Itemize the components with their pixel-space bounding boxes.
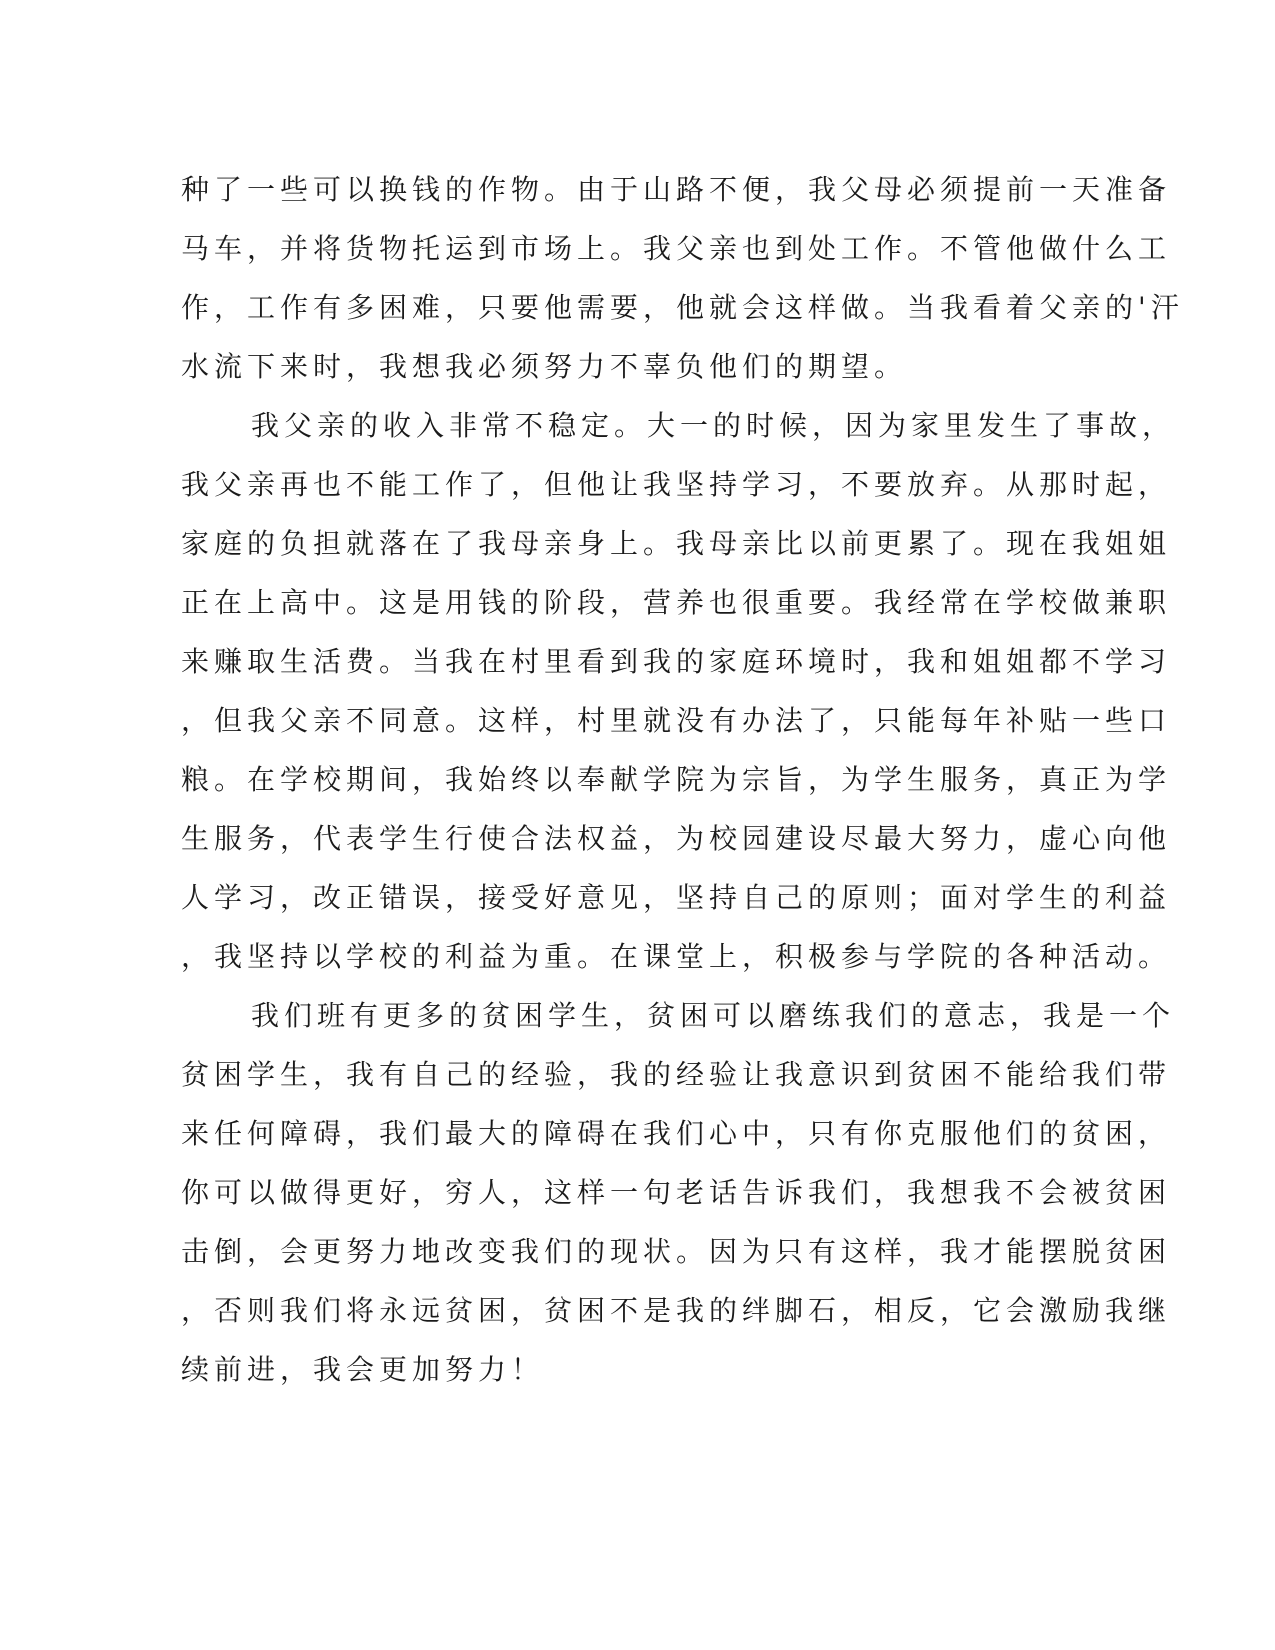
text-line: 人学习，改正错误，接受好意见，坚持自己的原则；面对学生的利益 (181, 881, 1172, 914)
text-line: 正在上高中。这是用钱的阶段，营养也很重要。我经常在学校做兼职 (181, 586, 1172, 619)
text-line: 贫困学生，我有自己的经验，我的经验让我意识到贫困不能给我们带 (181, 1058, 1172, 1091)
text-line: 马车，并将货物托运到市场上。我父亲也到处工作。不管他做什么工 (181, 232, 1172, 265)
text-line: 来任何障碍，我们最大的障碍在我们心中，只有你克服他们的贫困， (181, 1117, 1172, 1150)
text-line: 作，工作有多困难，只要他需要，他就会这样做。当我看着父亲的'汗 (181, 291, 1184, 324)
text-line: 家庭的负担就落在了我母亲身上。我母亲比以前更累了。现在我姐姐 (181, 527, 1172, 560)
text-line: ，我坚持以学校的利益为重。在课堂上，积极参与学院的各种活动。 (181, 940, 1172, 973)
text-line: 击倒，会更努力地改变我们的现状。因为只有这样，我才能摆脱贫困 (181, 1235, 1172, 1268)
text-line: 来赚取生活费。当我在村里看到我的家庭环境时，我和姐姐都不学习 (181, 645, 1172, 678)
paragraph-first-line: 我父亲的收入非常不稳定。大一的时候，因为家里发生了事故， (251, 409, 1176, 442)
paragraph-first-line: 我们班有更多的贫困学生，贫困可以磨练我们的意志，我是一个 (251, 999, 1176, 1032)
text-line: 生服务，代表学生行使合法权益，为校园建设尽最大努力，虚心向他 (181, 822, 1172, 855)
text-line: 你可以做得更好，穷人，这样一句老话告诉我们，我想我不会被贫困 (181, 1176, 1172, 1209)
text-line: ，否则我们将永远贫困，贫困不是我的绊脚石，相反，它会激励我继 (181, 1294, 1172, 1327)
text-line: ，但我父亲不同意。这样，村里就没有办法了，只能每年补贴一些口 (181, 704, 1172, 737)
text-line: 水流下来时，我想我必须努力不辜负他们的期望。 (181, 350, 908, 383)
text-line: 种了一些可以换钱的作物。由于山路不便，我父母必须提前一天准备 (181, 173, 1172, 206)
text-line: 我父亲再也不能工作了，但他让我坚持学习，不要放弃。从那时起， (181, 468, 1172, 501)
document-body (181, 160, 1184, 1399)
text-line: 粮。在学校期间，我始终以奉献学院为宗旨，为学生服务，真正为学 (181, 763, 1172, 796)
text-line: 续前进，我会更加努力！ (181, 1353, 545, 1386)
